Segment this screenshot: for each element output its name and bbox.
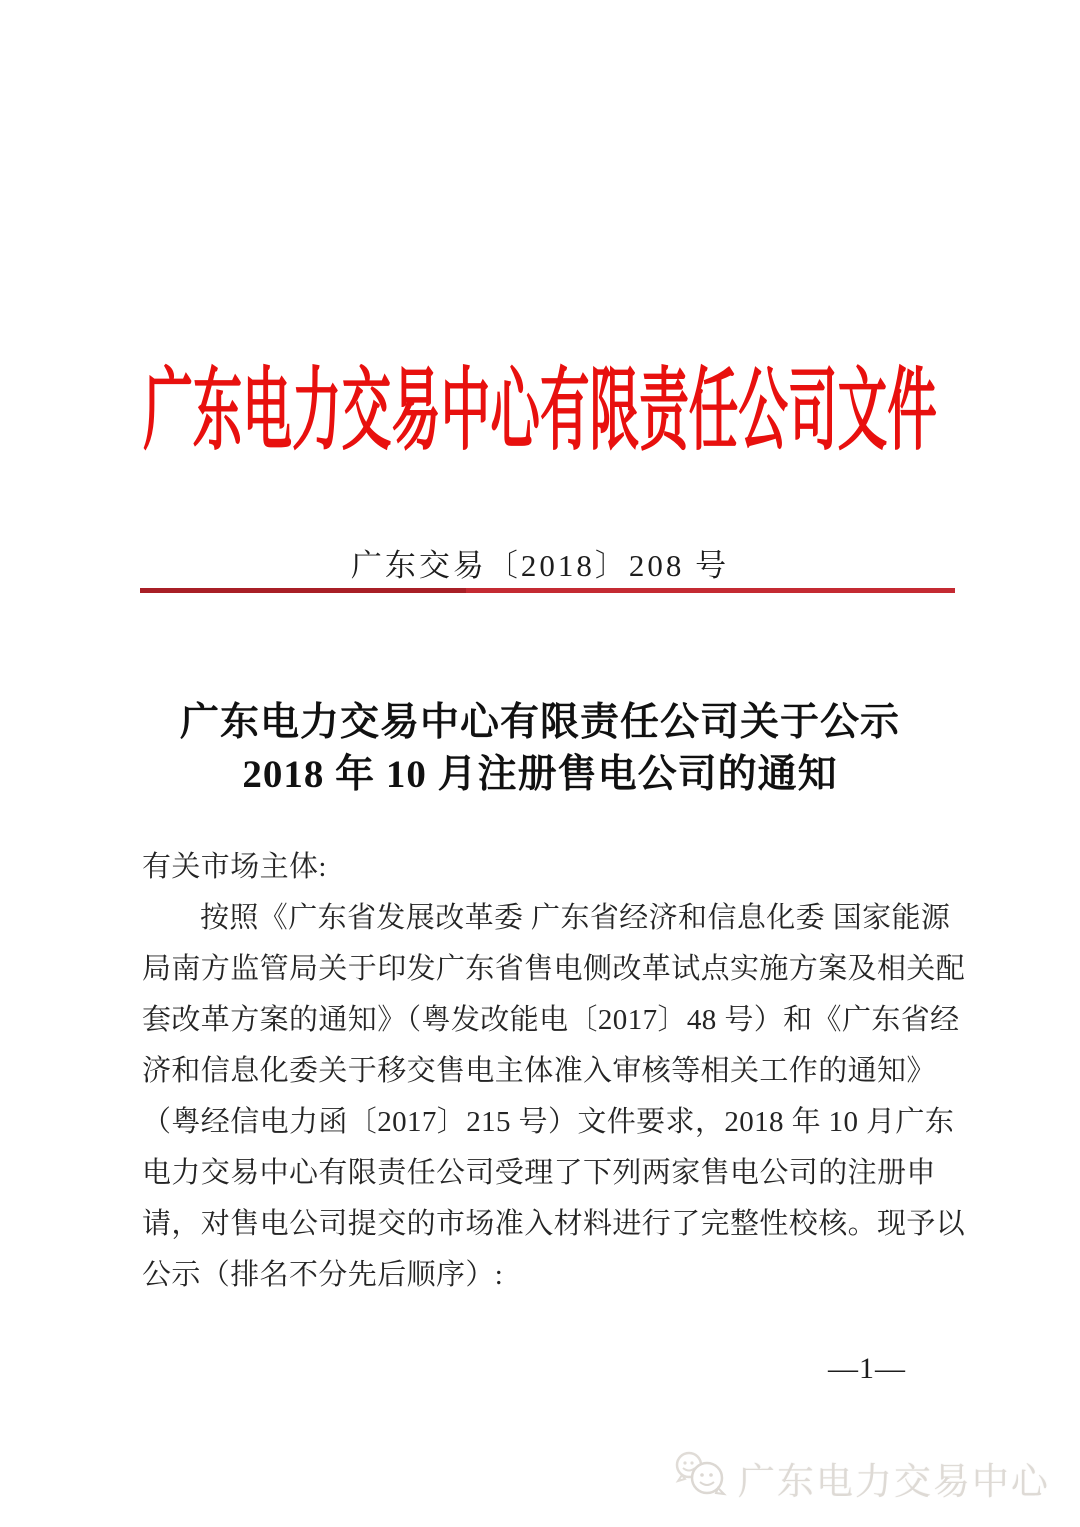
document-title-line-1: 广东电力交易中心有限责任公司关于公示 [179, 701, 900, 744]
document-title [0, 697, 1080, 801]
body-line: 公示（排名不分先后顺序）: [142, 1259, 504, 1291]
body-line: 按照《广东省发展改革委 广东省经济和信息化委 国家能源 [200, 902, 951, 934]
body-line: 电力交易中心有限责任公司受理了下列两家售电公司的注册申 [142, 1157, 936, 1189]
document-reference-number: 广东交易〔2018〕208 号 [350, 548, 730, 583]
page-number: —1— [828, 1352, 906, 1385]
document-body [142, 842, 966, 1301]
footer-watermark [672, 1450, 1050, 1505]
watermark-label: 广东电力交易中心 [738, 1461, 1050, 1503]
red-divider-rule [140, 588, 955, 593]
wechat-emoji-icon [672, 1450, 730, 1505]
salutation-line: 有关市场主体: [142, 851, 327, 883]
body-line: （粤经信电力函〔2017〕215 号）文件要求，2018 年 10 月广东 [142, 1106, 955, 1138]
body-line: 请，对售电公司提交的市场准入材料进行了完整性校核。现予以 [142, 1208, 966, 1240]
letterhead-title: 广东电力交易中心有限责任公司文件 [143, 362, 937, 462]
letterhead-banner [0, 355, 1080, 462]
document-title-line-2: 2018 年 10 月注册售电公司的通知 [242, 753, 838, 796]
body-line: 套改革方案的通知》（粤发改能电〔2017〕48 号）和《广东省经 [142, 1004, 960, 1036]
body-line: 局南方监管局关于印发广东省售电侧改革试点实施方案及相关配 [142, 953, 966, 985]
body-line: 济和信息化委关于移交售电主体准入审核等相关工作的通知》 [142, 1055, 936, 1087]
